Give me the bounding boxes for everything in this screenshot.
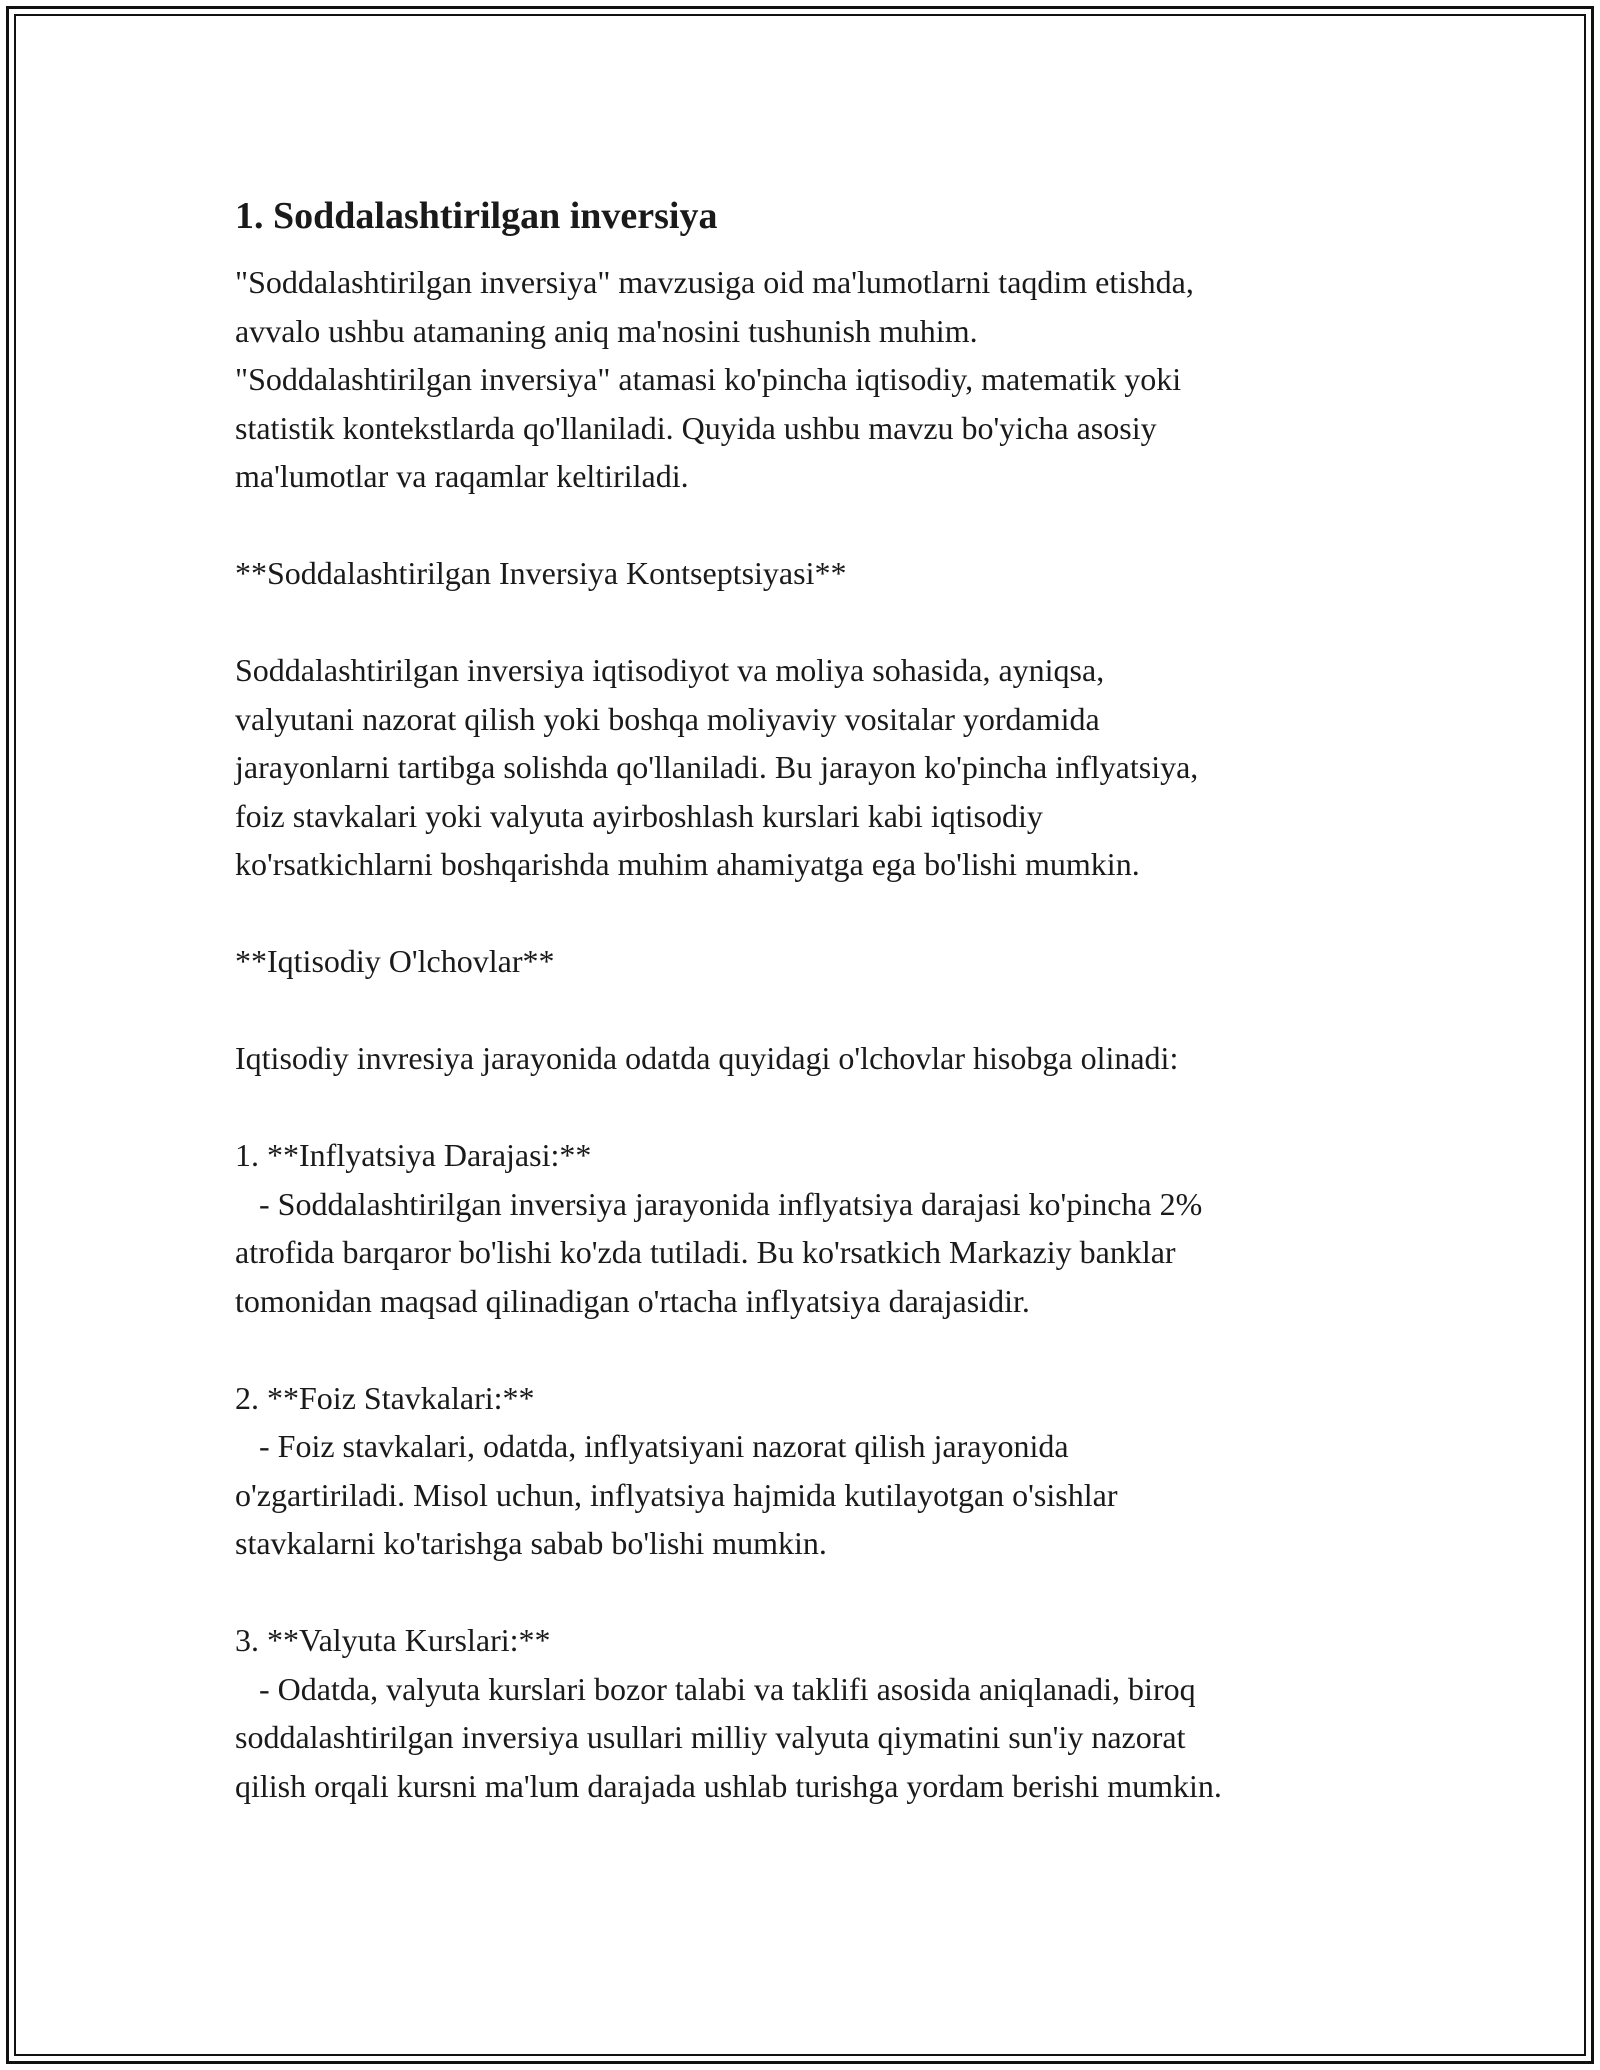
concept-paragraph [235,646,1385,889]
section-title: 1. Soddalashtirilgan inversiya [235,195,718,237]
list-item-line: - Foiz stavkalari, odatda, inflyatsiyani nazorat qilish jarayonida [235,1428,1069,1464]
list-item-line: atrofida barqaror bo'lishi ko'zda tutiladi. Bu ko'rsatkich Markaziy banklar [235,1234,1176,1270]
list-item-inflation [235,1131,1385,1325]
intro-line: "Soddalashtirilgan inversiya" atamasi ko'pincha iqtisodiy, matematik yoki [235,361,1182,397]
list-item-exchange-rates [235,1616,1385,1810]
intro-line: "Soddalashtirilgan inversiya" mavzusiga oid ma'lumotlarni taqdim etishda, [235,264,1194,300]
concept-line: jarayonlarni tartibga solishda qo'llaniladi. Bu jarayon ko'pincha inflyatsiya, [235,749,1199,785]
intro-paragraph [235,258,1385,501]
list-item-line: stavkalarni ko'tarishga sabab bo'lishi mumkin. [235,1525,827,1561]
concept-heading: **Soddalashtirilgan Inversiya Kontseptsiyasi** [235,555,847,591]
intro-line: statistik kontekstlarda qo'llaniladi. Quyida ushbu mavzu bo'yicha asosiy [235,409,1157,446]
measures-heading: **Iqtisodiy O'lchovlar** [235,943,555,979]
concept-line: Soddalashtirilgan inversiya iqtisodiyot va moliya sohasida, ayniqsa, [235,652,1105,688]
intro-line: avvalo ushbu atamaning aniq ma'nosini tushunish muhim. [235,312,978,349]
measures-intro: Iqtisodiy invresiya jarayonida odatda quyidagi o'lchovlar hisobga olinadi: [235,1040,1179,1076]
list-item-heading: 1. **Inflyatsiya Darajasi:** [235,1137,592,1173]
intro-line: ma'lumotlar va raqamlar keltiriladi. [235,458,689,494]
list-item-line: o'zgartiriladi. Misol uchun, inflyatsiya hajmida kutilayotgan o'sishlar [235,1476,1118,1513]
list-item-line: - Soddalashtirilgan inversiya jarayonida inflyatsiya darajasi ko'pincha 2% [235,1185,1203,1222]
list-item-line: tomonidan maqsad qilinadigan o'rtacha inflyatsiya darajasidir. [235,1282,1030,1319]
concept-line: ko'rsatkichlarni boshqarishda muhim ahamiyatga ega bo'lishi mumkin. [235,846,1140,882]
document-body [235,188,1385,1810]
list-item-heading: 3. **Valyuta Kurslari:** [235,1622,551,1658]
list-item-heading: 2. **Foiz Stavkalari:** [235,1379,535,1416]
list-item-line: soddalashtirilgan inversiya usullari milliy valyuta qiymatini sun'iy nazorat [235,1719,1186,1755]
list-item-line: qilish orqali kursni ma'lum darajada ushlab turishga yordam berishi mumkin. [235,1767,1222,1804]
list-item-line: - Odatda, valyuta kurslari bozor talabi va taklifi asosida aniqlanadi, biroq [235,1670,1196,1707]
list-item-interest-rates [235,1374,1385,1568]
concept-line: foiz stavkalari yoki valyuta ayirboshlash kurslari kabi iqtisodiy [235,797,1043,834]
concept-line: valyutani nazorat qilish yoki boshqa moliyaviy vositalar yordamida [235,700,1100,737]
